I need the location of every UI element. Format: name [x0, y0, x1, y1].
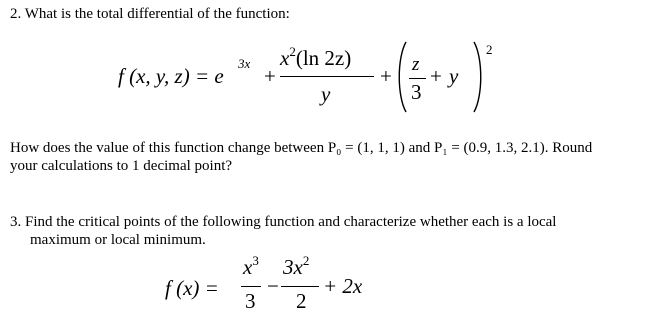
question-3-title: 3. Find the critical points of the following function and characterize whether each is a local — [10, 214, 557, 230]
question-3-title-line-2: maximum or local minimum. — [30, 232, 206, 248]
numerator-rest: (ln 2z) — [295, 46, 352, 70]
plus-sign-3: + — [430, 64, 442, 88]
question-2-body-line-2: your calculations to 1 decimal point? — [10, 158, 233, 174]
numerator-base: x — [280, 46, 290, 70]
numerator-base: x — [243, 255, 253, 279]
fraction-1-bar — [280, 76, 374, 77]
minus-sign: − — [267, 274, 279, 298]
right-paren-icon — [472, 40, 486, 114]
outer-power: 2 — [486, 42, 493, 57]
fraction-a-denominator: 3 — [245, 289, 256, 313]
fraction-b-denominator: 2 — [296, 289, 307, 313]
question-3-equation — [165, 251, 395, 321]
numerator-power: 2 — [302, 253, 310, 268]
fraction-2-bar — [409, 78, 426, 79]
fraction-1-denominator: y — [321, 82, 331, 106]
question-2-equation — [118, 42, 498, 122]
numerator-power: 3 — [252, 253, 259, 268]
left-paren-icon — [394, 40, 408, 114]
exponent: 3x — [238, 56, 251, 71]
y-term: y — [449, 64, 459, 88]
equation-lhs: f (x) = — [165, 276, 219, 300]
numerator-base: 3x — [283, 255, 303, 279]
equation-tail: + 2x — [323, 274, 363, 298]
fraction-1-numerator — [280, 46, 351, 71]
fraction-2-numerator: z — [412, 54, 420, 75]
fraction-2-denominator: 3 — [411, 80, 422, 104]
question-2-title: 2. What is the total differential of the function: — [10, 6, 290, 22]
fraction-a-numerator — [243, 255, 259, 280]
question-2-body-line-1: How does the value of this function change between P₀ = (1, 1, 1) and P₁ = (0.9, 1.3, 2.1). Round — [10, 140, 593, 156]
plus-sign: + — [264, 64, 276, 88]
plus-sign-2: + — [380, 64, 392, 88]
equation-lhs: f (x, y, z) = e — [118, 64, 224, 88]
fraction-a-bar — [241, 286, 261, 287]
numerator-power: 2 — [289, 44, 296, 59]
fraction-b-numerator — [283, 255, 309, 280]
fraction-b-bar — [281, 286, 319, 287]
